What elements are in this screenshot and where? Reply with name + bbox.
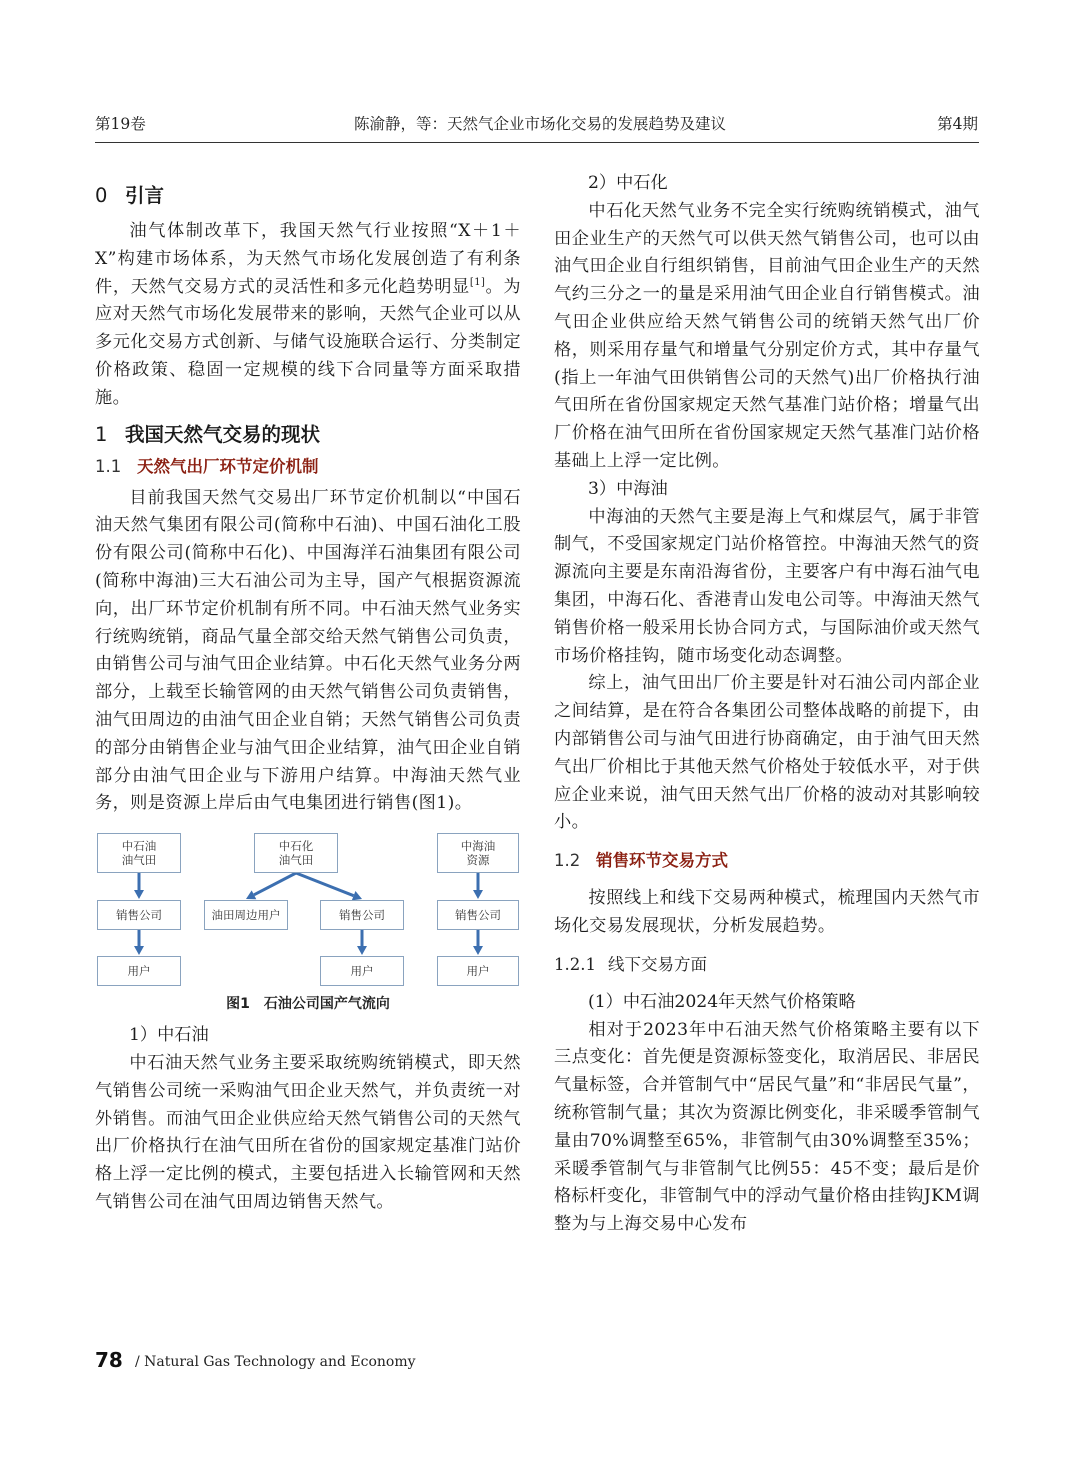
volume-label: 第19卷 [95,115,146,133]
section-1-2-title: 销售环节交易方式 [596,851,728,871]
item-sinopec-title: 2）中石化 [588,173,668,193]
intro-text-b: 。为应对天然气市场化发展带来的影响，天然气企业可以从多元化交易方式创新、与储气设施联合运行、分类制定价格政策、稳固一定规模的线下合同量等方面采取措施。 [95,276,521,408]
arrow-cnpc-sales-to-user-head [134,946,144,955]
intro-text-a: 油气体制改革下，我国天然气行业按照“X＋1＋X”构建市场体系，为天然气市场化发展创造了有利条件，天然气交易方式的灵活性和多元化趋势明显 [95,221,521,297]
box-cnooc-sales: 销售公司 [437,900,519,930]
arrow-sinopec-to-sales-shaft [296,873,354,896]
section-1-2-1-title: 线下交易方面 [608,954,707,974]
box-cnooc-user: 用户 [437,956,519,986]
arrow-sinopec-to-nearby-shaft [254,873,296,895]
section-1-2-1-heading [554,951,980,979]
item-sinopec-text: 中石化天然气业务不完全实行统购统销模式，油气田企业生产的天然气可以供天然气销售公司，也可以由油气田企业自行组织销售，目前油气田企业生产的天然气约三分之一的量是采用油气田企业自行销售模式。油气田企业供应给天然气销售公司的统销天然气出厂价格，则采用存量气和增量气分别定价方式，其中存量气(指上一年油气田供销售公司的天然气)出厂价格执行油气田所在省份国家规定天然气基准门站价格；增量气出厂价格在油气田所在省份国家规定天然气基准门站价格基础上上浮一定比例。 [554,200,980,471]
box-sinopec-source: 中石化 油气田 [254,833,338,873]
item-cnpc-2024-title: (1）中石油2024年天然气价格策略 [588,991,856,1012]
sales-modes-paragraph: 按照线上和线下交易两种模式，梳理国内天然气市场化交易发展现状，分析发展趋势。 [554,888,980,936]
intro-paragraph [95,218,521,413]
left-column [95,170,521,1217]
pricing-mechanism-paragraph: 目前我国天然气交易出厂环节定价机制以“中国石油天然气集团有限公司(简称中石油)、中国石油化工股份有限公司(简称中石化)、中国海洋石油集团有限公司(简称中海油)三大石油公司为主导，国产气根据资源流向，出厂环节定价机制有所不同。中石油天然气业务实行统购统销，商品气量全部交给天然气销售公司负责，由销售公司与油气田企业结算。中石化天然气业务分两部分，上载至长输管网的由天然气销售公司负责销售，油气田周边的由油气田企业自销；天然气销售公司负责的部分由销售企业与油气田企业结算，油气田企业自销部分由油气田企业与下游用户结算。中海油天然气业务，则是资源上岸后由气电集团进行销售(图1)。 [95,487,521,814]
arrow-cnooc-sales-to-user-head [473,946,483,955]
box-cnpc-source: 中石油 油气田 [97,833,181,873]
summary-paragraph: 综上，油气田出厂价主要是针对石油公司内部企业之间结算，是在符合各集团公司整体战略的前提下，由内部销售公司与油气田进行协商确定，由于油气田天然气出厂价相比于其他天然气价格处于较低水平，对于供应企业来说，油气田天然气出厂价格的波动对其影响较小。 [554,673,980,833]
item-cnooc-text: 中海油的天然气主要是海上气和煤层气，属于非管制气，不受国家规定门站价格管控。中海油天然气的资源流向主要是东南沿海省份，主要客户有中海石油气电集团，中海石化、香港青山发电公司等。中海油天然气销售价格一般采用长协合同方式，与国际油价或天然气市场价格挂钩，随市场变化动态调整。 [554,506,980,666]
figure-1-caption: 图1 石油公司国产气流向 [226,996,390,1013]
section-1-title: 我国天然气交易的现状 [125,422,321,446]
section-1-number: 1 [95,422,108,446]
box-cnooc-source: 中海油 资源 [437,833,519,873]
journal-name: / Natural Gas Technology and Economy [135,1354,416,1370]
section-1-2-1-number: 1.2.1 [554,954,596,974]
section-1-2-number: 1.2 [554,851,581,871]
box-cnpc-sales: 销售公司 [97,900,181,930]
issue-label: 第4期 [937,115,978,133]
section-1-1-title: 天然气出厂环节定价机制 [137,456,319,476]
arrow-group [134,873,483,955]
running-title: 陈渝静，等：天然气企业市场化交易的发展趋势及建议 [353,115,726,133]
box-sinopec-sales: 销售公司 [320,900,404,930]
arrow-cnpc-source-to-sales-head [134,890,144,899]
box-sinopec-nearby-users: 油田周边用户 [204,900,288,930]
box-sinopec-user: 用户 [320,956,404,986]
section-1-heading [95,421,521,449]
box-cnpc-user: 用户 [97,956,181,986]
item-cnpc-2024-text: 相对于2023年中石油天然气价格策略主要有以下三点变化：首先便是资源标签变化，取消居民、非居民气量标签，合并管制气中“居民气量”和“非居民气量”，统称管制气量；其次为资源比例变化，非采暖季管制气量由70%调整至65%，非管制气由30%调整至35%；采暖季管制气与非管制气比例55：45不变；最后是价格标杆变化，非管制气中的浮动气量价格由挂钩JKM调整为与上海交易中心发布 [554,1019,980,1235]
header-rule [95,142,979,143]
section-0-number: 0 [95,184,108,207]
section-0-title: 引言 [125,184,165,207]
page-number: 78 [95,1348,123,1372]
section-0-heading [95,182,521,210]
section-1-2-heading [554,847,980,875]
arrow-sinopec-sales-to-user-head [357,946,367,955]
arrow-cnooc-source-to-sales-head [473,890,483,899]
item-cnooc-title: 3）中海油 [588,478,668,499]
right-column [554,170,980,1239]
figure-1-flow-diagram [95,828,521,1020]
item-cnpc-title: 1）中石油 [129,1025,209,1046]
item-cnpc-text: 中石油天然气业务主要采取统购统销模式，即天然气销售公司统一采购油气田企业天然气，并负责统一对外销售。而油气田企业供应给天然气销售公司的天然气出厂价格执行在油气田所在省份的国家规定基准门站价格上浮一定比例的模式，主要包括进入长输管网和天然气销售公司在油气田周边销售天然气。 [95,1052,521,1212]
citation-1: [1] [469,276,486,288]
section-1-1-heading [95,453,521,481]
section-1-1-number: 1.1 [95,456,122,476]
